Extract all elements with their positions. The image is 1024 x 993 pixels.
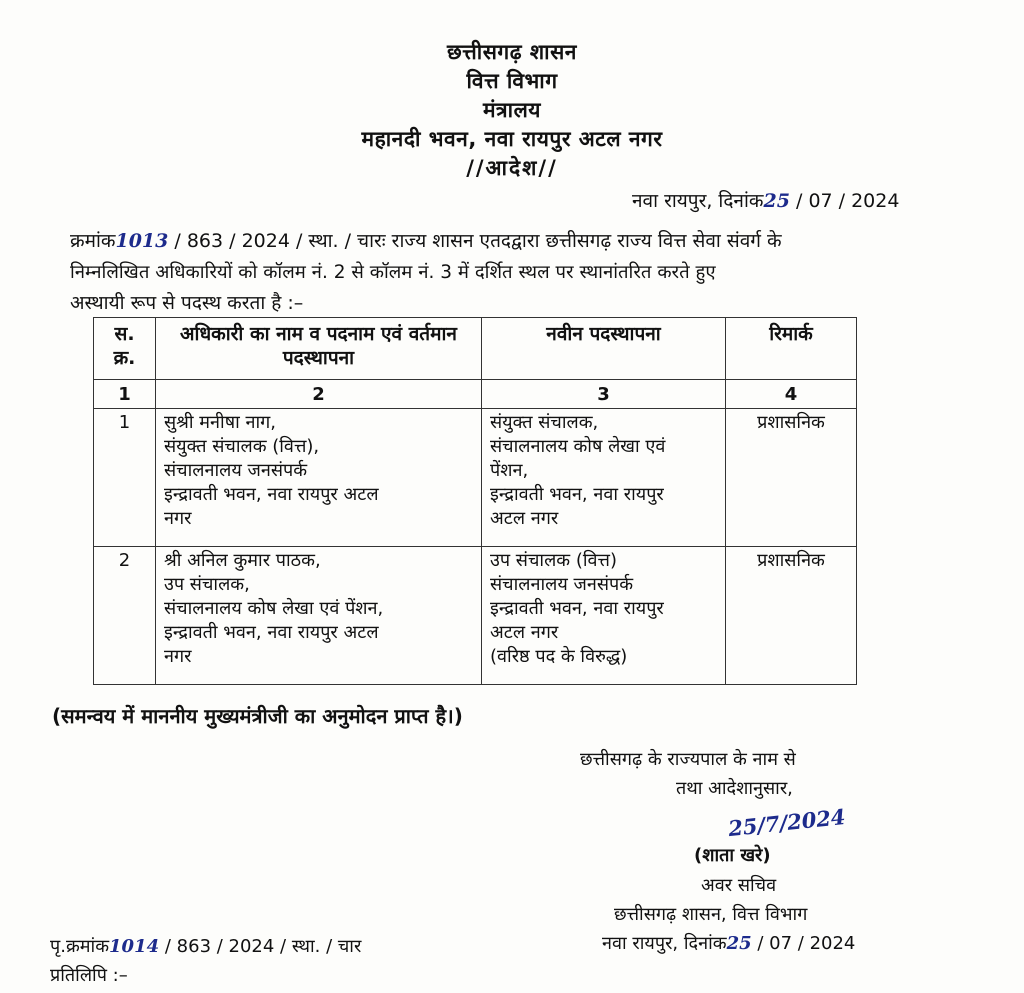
row-serial: 1 [94,409,156,547]
row-new-posting: उप संचालक (वित्त) संचालनालय जनसंपर्क इन्द्रावती भवन, नवा रायपुर अटल नगर (वरिष्ठ पद के विरुद्ध) [482,547,726,685]
order-body-line1: राज्य शासन एतदद्वारा छत्तीसगढ़ राज्य वित्त सेवा संवर्ग के [391,230,782,252]
office-address: महानदी भवन, नवा रायपुर अटल नगर [361,127,663,151]
column-number: 4 [726,380,857,409]
department-name: वित्त विभाग [466,69,558,93]
endorsement-number-handwritten: 1014 [109,936,160,957]
endorsement-suffix: / 863 / 2024 / स्था. / चार [164,936,362,957]
date-suffix: / 07 / 2024 [796,190,900,212]
table-row [94,409,857,547]
copy-label: प्रतिलिपि :– [50,965,128,986]
signatory-date [602,931,855,955]
table-row [94,547,857,685]
signature-handwritten: 25/7/2024 [727,803,847,842]
order-suffix: / 863 / 2024 / स्था. / चारः [174,230,386,252]
column-number-row [94,380,857,409]
approval-note: (समन्वय में माननीय मुख्यमंत्रीजी का अनुमोदन प्राप्त है।) [52,704,463,728]
header-new-posting: नवीन पदस्थापना [482,318,726,380]
signatory-date-day-handwritten: 25 [726,933,752,954]
signatory-date-prefix: नवा रायपुर, दिनांक [602,933,727,954]
signatory-name: (शाता खरे) [694,845,771,866]
endorsement-prefix: पृ.क्रमांक [50,936,110,957]
row-current-posting: श्री अनिल कुमार पाठक, उप संचालक, संचालनालय कोष लेखा एवं पेंशन, इन्द्रावती भवन, नवा रायपुर अटल नगर [156,547,482,685]
order-heading: //आदेश// [466,156,558,180]
order-date [632,186,899,217]
order-prefix: क्रमांक [70,230,116,252]
ministry-label: मंत्रालय [482,98,541,122]
table-header-row [94,318,857,380]
row-remark: प्रशासनिक [726,409,857,547]
row-remark: प्रशासनिक [726,547,857,685]
order-number-handwritten: 1013 [115,230,169,252]
order-body-line3: अस्थायी रूप से पदस्थ करता है :– [70,292,304,314]
row-serial: 2 [94,547,156,685]
signatory-date-suffix: / 07 / 2024 [757,933,856,954]
date-day-handwritten: 25 [763,190,790,212]
governor-order-line1: छत्तीसगढ़ के राज्यपाल के नाम से [580,749,796,770]
date-prefix: नवा रायपुर, दिनांक [632,190,764,212]
governor-order-line2: तथा आदेशानुसार, [676,778,793,799]
order-number-line [70,226,782,257]
govt-name: छत्तीसगढ़ शासन [447,40,577,64]
column-number: 3 [482,380,726,409]
signatory-department: छत्तीसगढ़ शासन, वित्त विभाग [614,904,808,925]
header-remark: रिमार्क [726,318,857,380]
row-current-posting: सुश्री मनीषा नाग, संयुक्त संचालक (वित्त), संचालनालय जनसंपर्क इन्द्रावती भवन, नवा रायपुर अटल नगर [156,409,482,547]
transfer-table [93,317,857,685]
column-number: 1 [94,380,156,409]
column-number: 2 [156,380,482,409]
row-new-posting: संयुक्त संचालक, संचालनालय कोष लेखा एवं पेंशन, इन्द्रावती भवन, नवा रायपुर अटल नगर [482,409,726,547]
header-serial: स. क्र. [94,318,156,380]
endorsement-number [50,934,361,958]
signatory-designation: अवर सचिव [701,875,777,896]
order-body-line2: निम्नलिखित अधिकारियों को कॉलम नं. 2 से कॉलम नं. 3 में दर्शित स्थल पर स्थानांतरित करते हुए [70,262,716,283]
header-officer: अधिकारी का नाम व पदनाम एवं वर्तमान पदस्थापना [156,318,482,380]
